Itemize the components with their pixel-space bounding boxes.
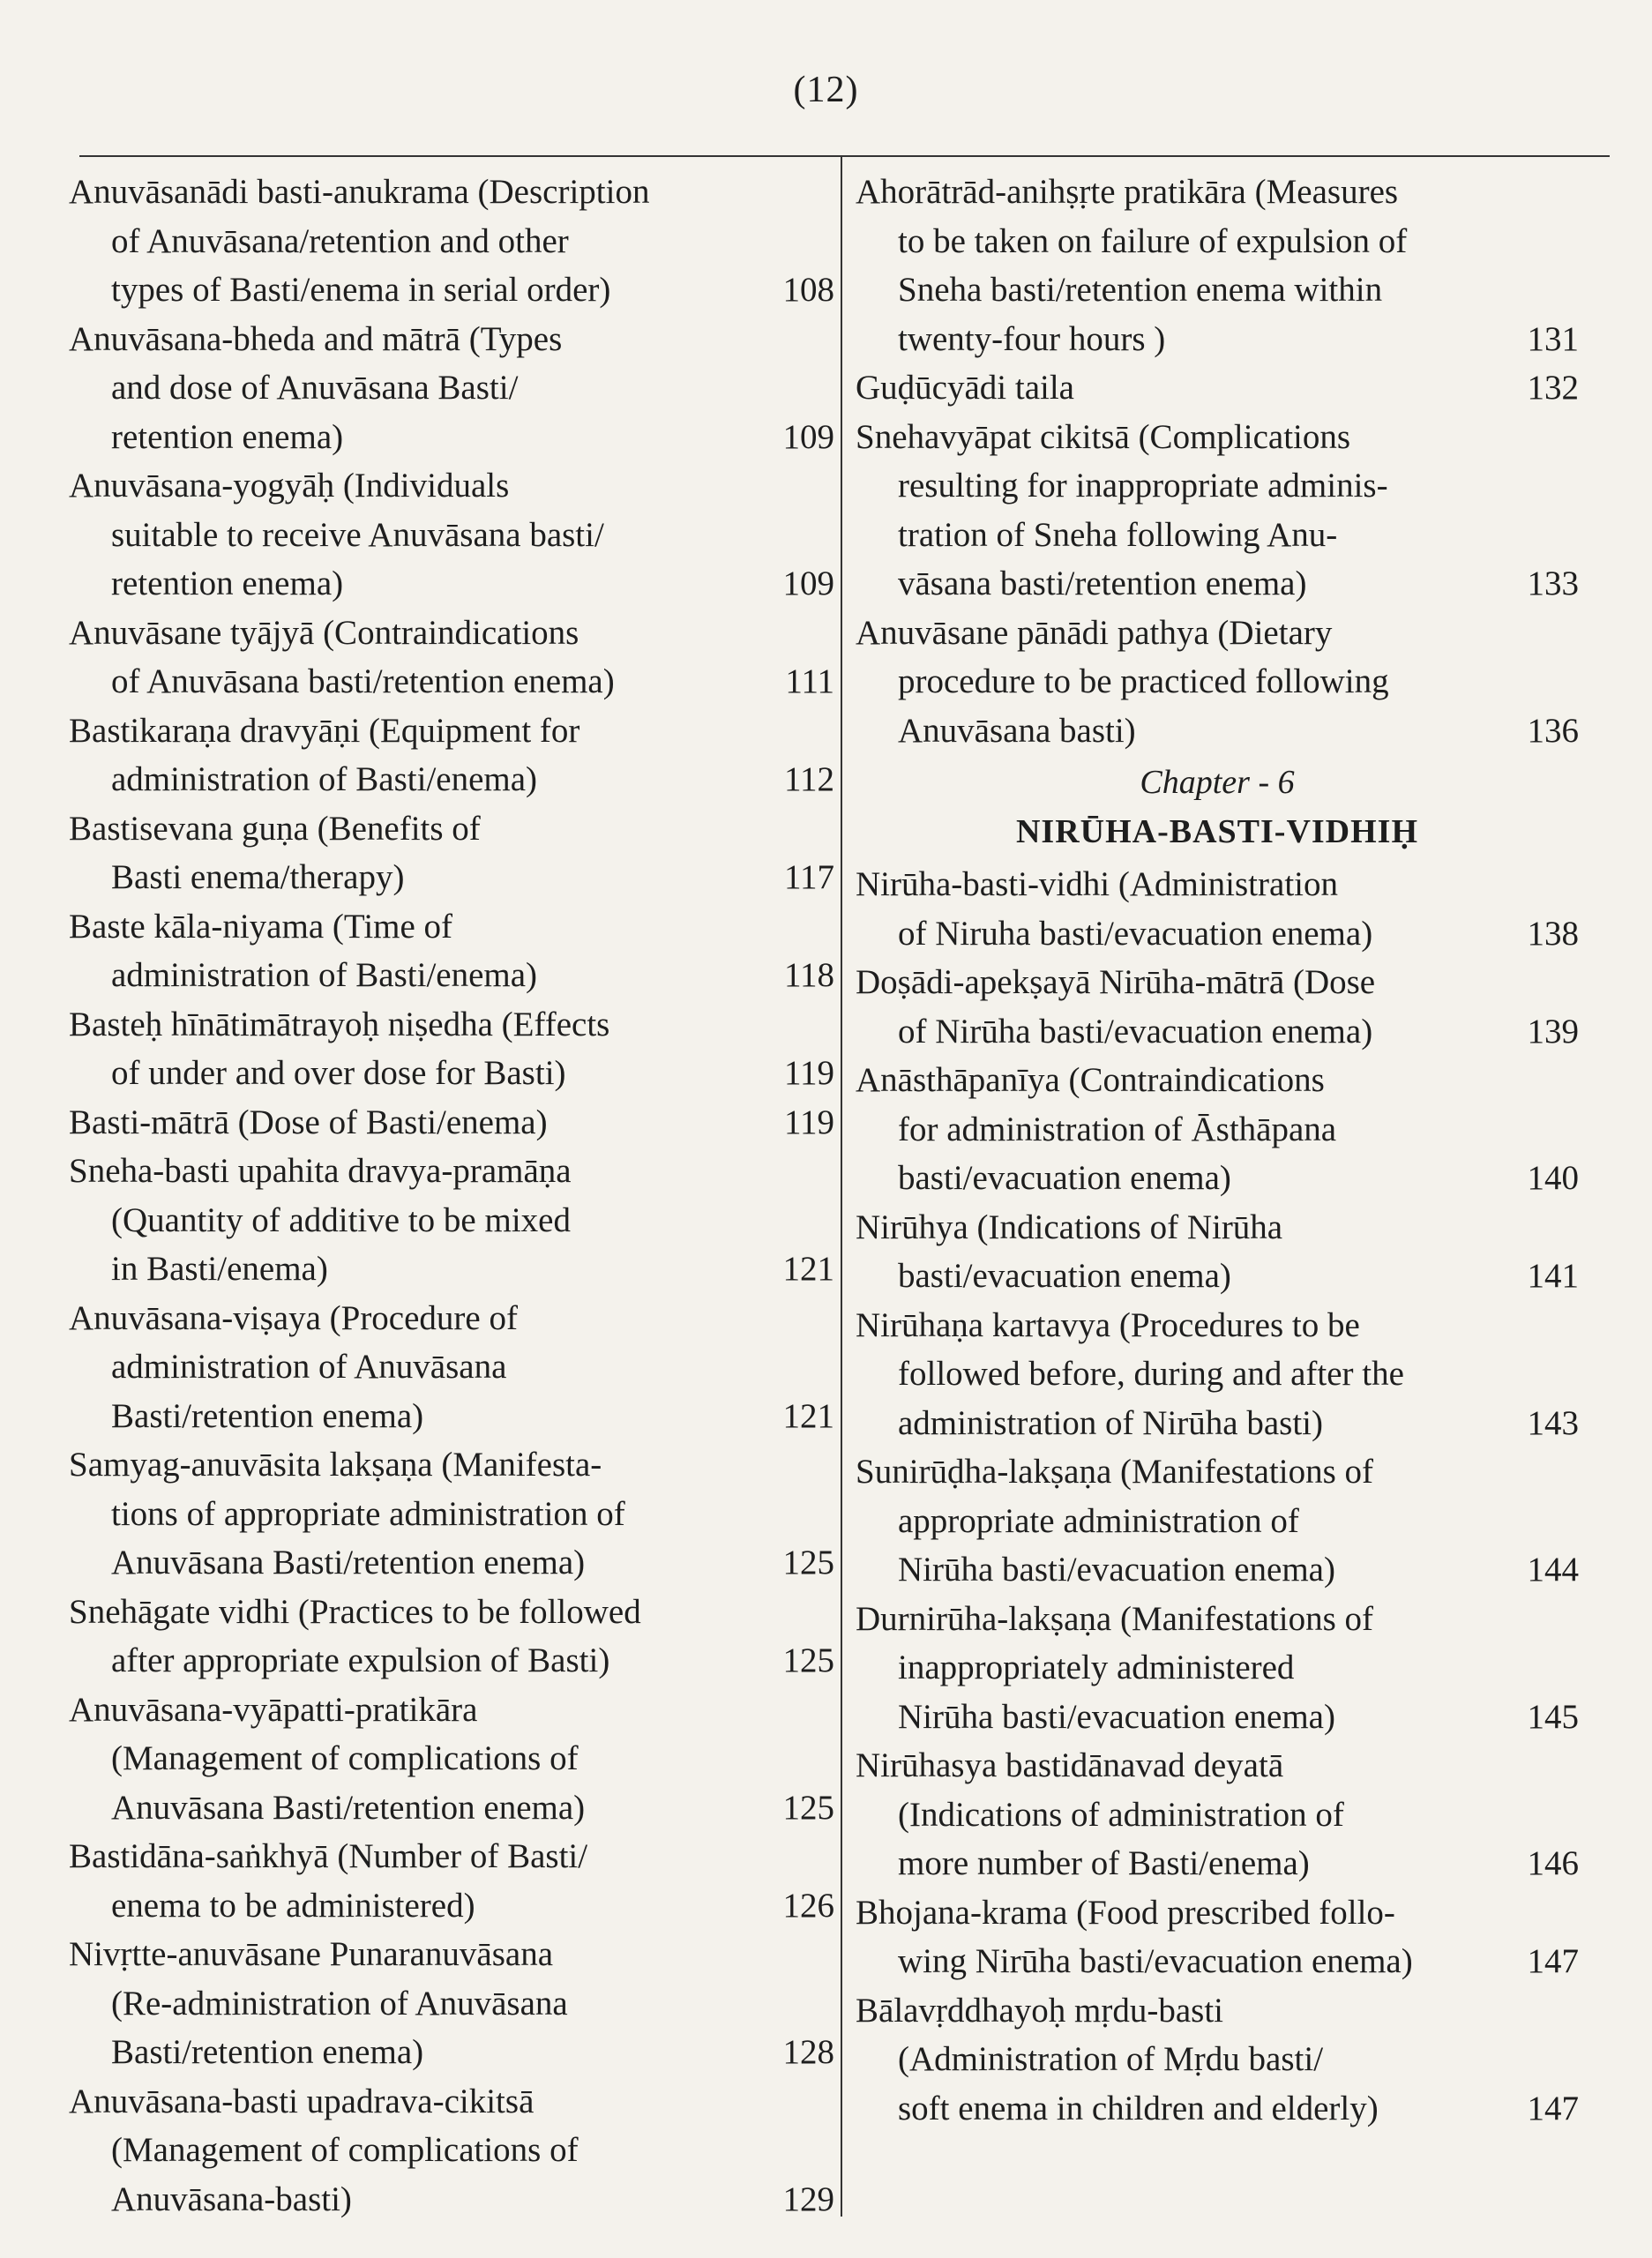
toc-entry-title: Samyag-anuvāsita lakṣaṇa (Manifesta-: [69, 1446, 602, 1484]
toc-entry-continuation: (Management of complications of: [111, 1739, 579, 1777]
toc-entry-continuation: soft enema in children and elderly) 147: [856, 2084, 1579, 2134]
toc-entry-continuation: suitable to receive Anuvāsana basti/: [111, 515, 604, 554]
toc-entry-title: Nirūhaṇa kartavya (Procedures to be: [856, 1305, 1360, 1344]
toc-entry: [69, 1000, 834, 1098]
toc-entry-title: Anuvāsana-basti upadrava-cikitsā: [69, 2082, 534, 2120]
toc-entry-title: Anuvāsana-vyāpatti-pratikāra: [69, 1690, 478, 1729]
top-rule: [79, 155, 1610, 157]
toc-page-number: 119: [783, 1103, 834, 1141]
toc-entry: [856, 1447, 1579, 1595]
toc-page-number: 144: [1527, 1551, 1579, 1589]
toc-entry-continuation: Nirūha basti/evacuation enema) 144: [856, 1545, 1579, 1595]
toc-entry: [856, 1301, 1579, 1448]
toc-entry-title: Bastikaraṇa dravyāṇi (Equipment for: [69, 711, 580, 750]
toc-entry-title: Anuvāsane tyājyā (Contraindications: [69, 613, 579, 652]
toc-page-number: 117: [783, 858, 834, 896]
toc-entry-title: Guḍūcyādi taila 132: [856, 363, 1579, 413]
toc-entry-continuation: Nirūha basti/evacuation enema) 145: [856, 1693, 1579, 1742]
toc-page-number: 145: [1527, 1697, 1579, 1736]
toc-entry-continuation: procedure to be practiced following: [898, 662, 1389, 700]
toc-entry: [69, 707, 834, 804]
toc-entry: [856, 958, 1579, 1056]
toc-entry-title: Basteḥ hīnātimātrayoḥ niṣedha (Effects: [69, 1005, 610, 1043]
toc-entry-continuation: Anuvāsana-basti) 129: [69, 2175, 827, 2224]
column-divider: [841, 157, 842, 2217]
toc-entry: [856, 1888, 1579, 1986]
toc-entry-title: Anuvāsane pānādi pathya (Dietary: [856, 613, 1333, 652]
toc-entry-title: Snehavyāpat cikitsā (Complications: [856, 417, 1351, 456]
toc-entry: [856, 168, 1579, 363]
toc-entry: [856, 1595, 1579, 1742]
toc-entry: [69, 1930, 834, 2077]
toc-entry-continuation: of Anuvāsana basti/retention enema) 111: [69, 657, 827, 707]
toc-entry: [856, 413, 1579, 609]
toc-page-number: 133: [1527, 564, 1579, 602]
toc-entry-continuation: Sneha basti/retention enema within: [898, 271, 1383, 309]
toc-entry-title: Sunirūḍha-lakṣaṇa (Manifestations of: [856, 1453, 1374, 1491]
toc-entry-continuation: of Anuvāsana/retention and other: [111, 221, 569, 260]
toc-entry-continuation: Basti/retention enema) 128: [69, 2028, 827, 2077]
toc-entry: [69, 461, 834, 609]
toc-entry-title: Durnirūha-lakṣaṇa (Manifestations of: [856, 1599, 1373, 1638]
toc-entry-continuation: administration of Basti/enema) 118: [69, 951, 827, 1000]
toc-page-number: 108: [782, 271, 834, 309]
toc-entry-title: Bālavṛddhayoḥ mṛdu-basti: [856, 1991, 1223, 2030]
toc-entry-continuation: resulting for inappropriate adminis-: [898, 467, 1388, 505]
toc-entry: [69, 1440, 834, 1588]
toc-entry: [69, 1098, 834, 1148]
toc-entry-continuation: types of Basti/enema in serial order) 108: [69, 265, 827, 315]
toc-entry-title: Anuvāsanādi basti-anukrama (Description: [69, 173, 650, 211]
toc-entry-continuation: after appropriate expulsion of Basti) 125: [69, 1636, 827, 1686]
toc-entry-continuation: Anuvāsana Basti/retention enema) 125: [69, 1538, 827, 1588]
toc-entry-continuation: followed before, during and after the: [898, 1355, 1404, 1393]
toc-entry: [69, 2077, 834, 2224]
toc-entry: [856, 1203, 1579, 1301]
toc-entry-continuation: more number of Basti/enema) 146: [856, 1839, 1579, 1888]
toc-page-number: 141: [1527, 1257, 1579, 1295]
toc-entry-title: Doṣādi-apekṣayā Nirūha-mātrā (Dose: [856, 963, 1376, 1001]
toc-page-number: 138: [1527, 914, 1579, 953]
toc-entry-title: Bhojana-krama (Food prescribed follo-: [856, 1893, 1395, 1932]
toc-page-number: 147: [1527, 1942, 1579, 1980]
toc-entry: [69, 609, 834, 707]
toc-entry-continuation: basti/evacuation enema) 140: [856, 1154, 1579, 1203]
toc-entry-continuation: retention enema) 109: [69, 413, 827, 462]
toc-entry-continuation: inappropriately administered: [898, 1649, 1295, 1686]
toc-entry-continuation: tions of appropriate administration of: [111, 1494, 625, 1533]
toc-page-number: 146: [1527, 1844, 1579, 1882]
toc-entry-continuation: of Nirūha basti/evacuation enema) 139: [856, 1007, 1579, 1057]
toc-entry-continuation: (Indications of administration of: [898, 1795, 1344, 1834]
toc-page-number: 128: [782, 2033, 834, 2071]
toc-page-number: 119: [783, 1054, 834, 1092]
toc-entry-continuation: (Administration of Mṛdu basti/: [898, 2040, 1324, 2078]
toc-entry-title: Anuvāsana-viṣaya (Procedure of: [69, 1298, 518, 1337]
toc-entry-continuation: basti/evacuation enema) 141: [856, 1252, 1579, 1301]
toc-entry-continuation: twenty-four hours ) 131: [856, 315, 1579, 364]
toc-entry-continuation: of Niruha basti/evacuation enema) 138: [856, 909, 1579, 959]
toc-entry-continuation: in Basti/enema) 121: [69, 1245, 827, 1294]
toc-entry-continuation: wing Nirūha basti/evacuation enema) 147: [856, 1937, 1579, 1986]
toc-entry: [69, 1147, 834, 1294]
toc-page-number: 121: [782, 1250, 834, 1288]
toc-page-number: 112: [783, 760, 834, 798]
toc-page-number: 125: [782, 1641, 834, 1679]
toc-entry-continuation: retention enema) 109: [69, 559, 827, 609]
toc-entry: [69, 315, 834, 462]
toc-entry-continuation: enema to be administered) 126: [69, 1881, 827, 1931]
toc-page-number: 139: [1527, 1012, 1579, 1050]
toc-entry-title: Anuvāsana-yogyāḥ (Individuals: [69, 467, 510, 505]
toc-entry-continuation: administration of Basti/enema) 112: [69, 755, 827, 804]
toc-entry-continuation: (Re-administration of Anuvāsana: [111, 1984, 568, 2022]
chapter-title: NIRŪHA-BASTI-VIDHIḤ: [1015, 812, 1419, 850]
toc-entry: [856, 363, 1579, 413]
toc-page-number: 131: [1527, 319, 1579, 358]
toc-entry-title: Anāsthāpanīya (Contraindications: [856, 1061, 1325, 1099]
toc-page-number: 118: [783, 956, 834, 994]
chapter-label: Chapter - 6: [1140, 764, 1295, 801]
right-entries-before: [856, 168, 1579, 755]
toc-entry-continuation: Anuvāsana Basti/retention enema) 125: [69, 1783, 827, 1833]
toc-entry-continuation: administration of Nirūha basti) 143: [856, 1399, 1579, 1448]
toc-entry-continuation: Anuvāsana basti) 136: [856, 707, 1579, 756]
left-column: [69, 168, 834, 2224]
toc-entry-title: Nirūhya (Indications of Nirūha: [856, 1208, 1283, 1246]
toc-entry-continuation: for administration of Āsthāpana: [898, 1110, 1337, 1148]
toc-entry: [856, 860, 1579, 958]
toc-entry: [69, 168, 834, 315]
toc-entry-continuation: (Management of complications of: [111, 2131, 579, 2169]
toc-page-number: 125: [782, 1788, 834, 1827]
toc-entry-title: Baste kāla-niyama (Time of: [69, 907, 453, 946]
toc-page-number: 109: [782, 564, 834, 602]
toc-page-number: 121: [782, 1396, 834, 1435]
toc-entry: [856, 1741, 1579, 1888]
toc-entry-continuation: Basti/retention enema) 121: [69, 1392, 827, 1441]
toc-entry-title: Snehāgate vidhi (Practices to be followed: [69, 1592, 641, 1631]
toc-entry-continuation: tration of Sneha following Anu-: [898, 515, 1338, 554]
toc-page-number: 111: [785, 662, 834, 700]
toc-entry: [856, 1986, 1579, 2134]
toc-page-number: 125: [782, 1544, 834, 1581]
toc-entry-title: Basti-mātrā (Dose of Basti/enema) 119: [69, 1098, 827, 1148]
toc-entry-title: Bastidāna-saṅkhyā (Number of Basti/: [69, 1837, 588, 1875]
toc-entry-continuation: to be taken on failure of expulsion of: [898, 221, 1408, 260]
toc-entry: [856, 609, 1579, 756]
toc-page-number: 129: [782, 2179, 834, 2218]
right-column: [856, 168, 1579, 2133]
toc-page-number: 140: [1527, 1159, 1579, 1197]
toc-entry-title: Sneha-basti upahita dravya-pramāṇa: [69, 1152, 572, 1190]
toc-entry-continuation: appropriate administration of: [898, 1501, 1299, 1540]
toc-entry-continuation: and dose of Anuvāsana Basti/: [111, 369, 519, 407]
toc-entry-continuation: (Quantity of additive to be mixed: [111, 1200, 571, 1239]
toc-entry: [69, 902, 834, 1000]
toc-entry-continuation: of under and over dose for Basti) 119: [69, 1049, 827, 1098]
toc-entry: [69, 1832, 834, 1930]
toc-entry: [856, 1056, 1579, 1203]
toc-entry: [69, 1588, 834, 1686]
toc-entry-continuation: vāsana basti/retention enema) 133: [856, 559, 1579, 609]
toc-entry-title: Nirūha-basti-vidhi (Administration: [856, 865, 1338, 903]
toc-entry-title: Bastisevana guṇa (Benefits of: [69, 809, 481, 848]
toc-page-number: 143: [1527, 1403, 1579, 1442]
toc-entry: [69, 1294, 834, 1441]
toc-page-number: 109: [782, 417, 834, 456]
toc-entry-title: Nivṛtte-anuvāsane Punaranuvāsana: [69, 1935, 554, 1973]
toc-page-number: 136: [1527, 711, 1579, 750]
toc-page-number: 126: [782, 1886, 834, 1925]
toc-page-number: 132: [1527, 369, 1579, 407]
toc-entry-continuation: administration of Anuvāsana: [111, 1348, 507, 1386]
toc-entry-title: Anuvāsana-bheda and mātrā (Types: [69, 319, 563, 358]
toc-entry: [69, 804, 834, 902]
toc-entry-continuation: Basti enema/therapy) 117: [69, 853, 827, 902]
page-number: (12): [793, 70, 859, 110]
toc-entry-title: Ahorātrād-anihṣṛte pratikāra (Measures: [856, 173, 1399, 211]
right-entries-after: [856, 860, 1579, 2133]
toc-entry-title: Nirūhasya bastidānavad deyatā: [856, 1746, 1284, 1784]
toc-entry: [69, 1686, 834, 1833]
toc-page-number: 147: [1527, 2089, 1579, 2127]
